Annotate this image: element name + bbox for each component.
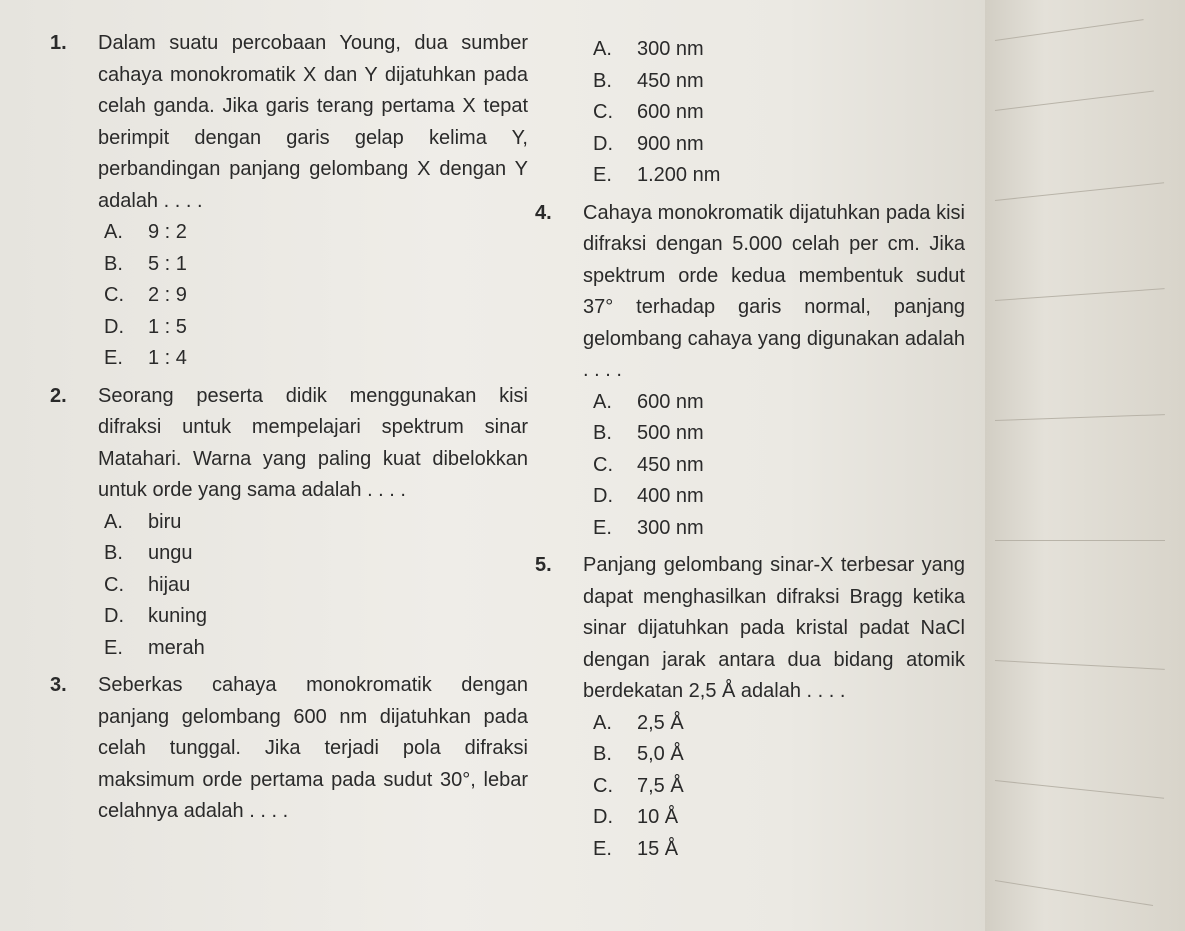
question-text: Panjang gelombang sinar-X terbesar yang dapat menghasilkan difraksi Bragg ketika sinar dijatuhkan pada kristal padat NaCl dengan jarak antara dua bidang atomik berdekatan 2,5 Å adalah . . . . — [583, 554, 965, 702]
page-stack-edge — [985, 0, 1185, 931]
question-text: Cahaya monokromatik dijatuhkan pada kisi difraksi dengan 5.000 celah per cm. Jika spektrum orde kedua membentuk sudut 37° terhadap garis normal, panjang gelombang cahaya yang digunakan adalah . . . . — [583, 201, 965, 381]
option[interactable]: C. 450 nm — [593, 453, 704, 476]
question-number: 1. — [50, 32, 67, 54]
option[interactable]: A. 300 nm — [593, 38, 704, 60]
option[interactable]: A. 9 : 2 — [104, 221, 187, 243]
question-text: Seberkas cahaya monokromatik dengan panjang gelombang 600 nm dijatuhkan pada celah tunggal. Jika terjadi pola difraksi maksimum orde pertama pada sudut 30°, lebar celahnya adalah . . . . — [98, 674, 528, 822]
option[interactable]: E. 1 : 4 — [104, 347, 187, 369]
option[interactable]: D. 900 nm — [593, 132, 704, 155]
option[interactable]: B. 5,0 Å — [593, 743, 684, 765]
option[interactable]: E. 1.200 nm — [593, 164, 721, 186]
option[interactable]: E. 300 nm — [593, 516, 704, 539]
option[interactable]: C. 600 nm — [593, 101, 704, 123]
option[interactable]: E. 15 Å — [593, 837, 679, 860]
option[interactable]: D. 10 Å — [593, 806, 679, 828]
right-column — [535, 34, 965, 865]
question-number: 3. — [50, 674, 67, 696]
question-text: Dalam suatu percobaan Young, dua sumber cahaya monokromatik X dan Y dijatuhkan pada celah ganda. Jika garis terang pertama X tepat berimpit dengan garis gelap kelima Y, perbandingan panjang gelombang X dengan Y adalah . . . . — [98, 32, 528, 212]
option[interactable]: A. biru — [104, 510, 182, 533]
option[interactable]: B. ungu — [104, 542, 193, 564]
option[interactable]: B. 450 nm — [593, 69, 704, 92]
option[interactable]: D. kuning — [104, 605, 207, 627]
question-number: 2. — [50, 384, 67, 407]
question-4 — [535, 198, 965, 387]
option[interactable]: B. 500 nm — [593, 422, 704, 444]
option[interactable]: C. 7,5 Å — [593, 774, 684, 797]
option[interactable]: A. 600 nm — [593, 390, 704, 413]
option[interactable]: B. 5 : 1 — [104, 252, 187, 275]
left-column — [50, 28, 528, 828]
question-number: 5. — [535, 554, 552, 576]
question-5 — [535, 550, 965, 708]
question-3 — [50, 670, 528, 828]
option[interactable]: C. hijau — [104, 573, 191, 596]
question-text: Seorang peserta didik menggunakan kisi difraksi untuk mempelajari spektrum sinar Matahari. Warna yang paling kuat dibelokkan untuk orde yang sama adalah . . . . — [98, 384, 528, 501]
option[interactable]: E. merah — [104, 636, 205, 659]
question-2 — [50, 381, 528, 665]
option[interactable]: A. 2,5 Å — [593, 711, 684, 734]
option[interactable]: D. 400 nm — [593, 485, 704, 507]
question-3-options — [535, 34, 965, 192]
question-1 — [50, 28, 528, 375]
option[interactable]: C. 2 : 9 — [104, 284, 187, 306]
question-number: 4. — [535, 201, 552, 224]
option[interactable]: D. 1 : 5 — [104, 315, 187, 338]
